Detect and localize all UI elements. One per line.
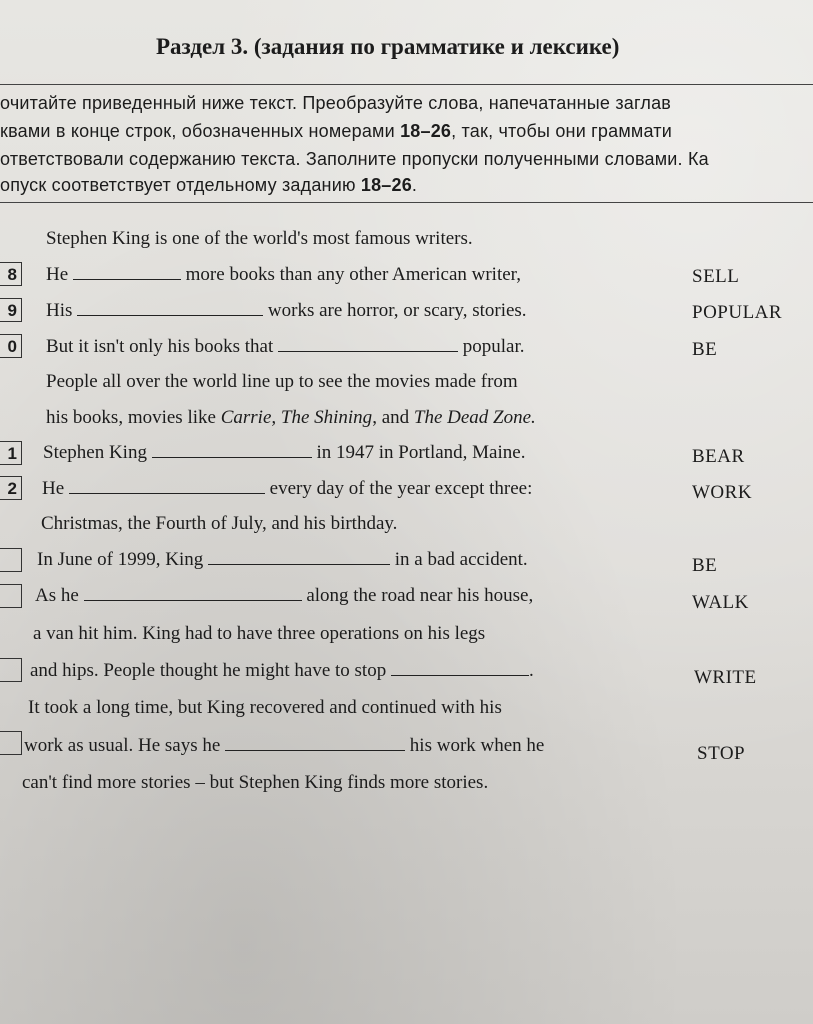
task-number-19: 9 xyxy=(0,298,22,322)
answer-blank-26[interactable] xyxy=(225,734,405,751)
instruction-line-2: квами в конце строк, обозначенных номерами 18–26, так, чтобы они граммати xyxy=(0,121,673,141)
task-number-18: 8 xyxy=(0,262,22,286)
task-line-26: work as usual. He says he his work when he xyxy=(24,735,545,756)
task-number-22: 2 xyxy=(0,476,22,500)
answer-blank-24[interactable] xyxy=(84,584,302,601)
task-number-24 xyxy=(0,584,22,608)
task-line-24: As he along the road near his house, xyxy=(35,585,534,606)
task-number-25 xyxy=(0,658,22,682)
text-van: a van hit him. King had to have three operations on his legs xyxy=(33,623,486,644)
text-took: It took a long time, but King recovered and continued with his xyxy=(28,697,502,718)
keyword-19: POPULAR xyxy=(692,302,783,323)
task-line-18: He more books than any other American writer, xyxy=(46,264,521,285)
task-line-22: He every day of the year except three: xyxy=(42,478,533,499)
top-divider xyxy=(0,84,813,85)
bottom-divider xyxy=(0,202,813,203)
instruction-line-1: очитайте приведенный ниже текст. Преобразуйте слова, напечатанные заглав xyxy=(0,93,672,113)
text-christmas: Christmas, the Fourth of July, and his birthday. xyxy=(41,513,398,534)
text-intro: Stephen King is one of the world's most famous writers. xyxy=(46,228,473,249)
answer-blank-21[interactable] xyxy=(152,441,312,458)
keyword-24: WALK xyxy=(692,592,749,613)
answer-blank-25[interactable] xyxy=(391,659,529,676)
text-people: People all over the world line up to see the movies made from xyxy=(46,371,518,392)
keyword-20: BE xyxy=(692,339,718,360)
answer-blank-18[interactable] xyxy=(73,263,181,280)
keyword-23: BE xyxy=(692,555,718,576)
keyword-18: SELL xyxy=(692,266,740,287)
task-line-25: and hips. People thought he might have to stop . xyxy=(30,660,534,681)
task-line-23: In June of 1999, King in a bad accident. xyxy=(37,549,528,570)
task-line-19: His works are horror, or scary, stories. xyxy=(46,300,527,321)
text-cant: can't find more stories – but Stephen King finds more stories. xyxy=(22,772,489,793)
answer-blank-23[interactable] xyxy=(208,548,390,565)
task-number-23 xyxy=(0,548,22,572)
answer-blank-22[interactable] xyxy=(69,477,265,494)
answer-blank-19[interactable] xyxy=(77,299,263,316)
task-number-26 xyxy=(0,731,22,755)
section-title: Раздел 3. (задания по грамматике и лексике) xyxy=(156,34,620,59)
keyword-25: WRITE xyxy=(694,667,757,688)
text-movies: his books, movies like Carrie, The Shining, and The Dead Zone. xyxy=(46,407,536,428)
instruction-line-3: ответствовали содержанию текста. Заполните пропуски полученными словами. Ка xyxy=(0,149,709,169)
keyword-21: BEAR xyxy=(692,446,745,467)
instruction-line-4: опуск соответствует отдельному заданию 18–26. xyxy=(0,175,418,195)
task-number-20: 0 xyxy=(0,334,22,358)
task-line-21: Stephen King in 1947 in Portland, Maine. xyxy=(43,442,526,463)
task-line-20: But it isn't only his books that popular. xyxy=(46,336,525,357)
answer-blank-20[interactable] xyxy=(278,335,458,352)
keyword-22: WORK xyxy=(692,482,753,503)
task-number-21: 1 xyxy=(0,441,22,465)
keyword-26: STOP xyxy=(697,743,746,764)
